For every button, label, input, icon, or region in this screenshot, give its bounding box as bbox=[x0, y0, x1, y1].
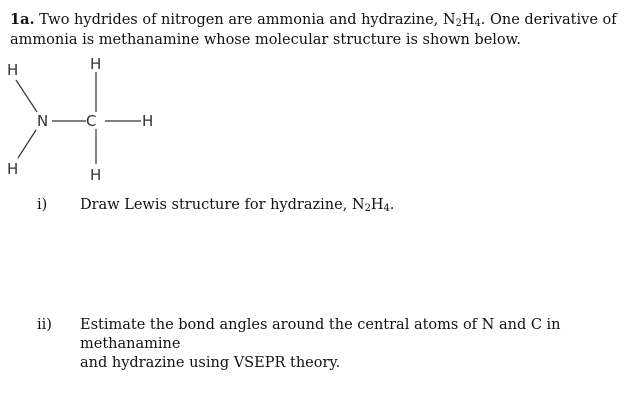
atom-h-top-left: H bbox=[7, 61, 19, 79]
part-ii-line-1: Estimate the bond angles around the central atoms of N and C in methanamine bbox=[80, 317, 561, 352]
intro-line-1: 1a. Two hydrides of nitrogen are ammonia and hydrazine, $N_2H_4$. One derivative of bbox=[10, 11, 617, 29]
atom-c: C bbox=[86, 112, 97, 130]
atom-h-bottom-left: H bbox=[7, 160, 19, 178]
part-ii-number: ii) bbox=[37, 317, 52, 333]
bond-h-n-bottom bbox=[18, 130, 36, 158]
part-ii-text bbox=[80, 316, 635, 373]
atom-h-bottom: H bbox=[90, 166, 102, 184]
part-i-number: i) bbox=[37, 197, 48, 213]
question-intro bbox=[10, 10, 630, 50]
atom-h-right: H bbox=[142, 112, 154, 130]
part-i-text: Draw Lewis structure for hydrazine, $N_2H_4$. bbox=[80, 197, 395, 214]
intro-line-2: ammonia is methanamine whose molecular structure is shown below. bbox=[10, 32, 521, 48]
atom-h-top: H bbox=[90, 55, 102, 73]
atom-n: N bbox=[37, 112, 49, 130]
methanamine-structure bbox=[0, 52, 190, 187]
bond-h-n-top bbox=[16, 80, 37, 112]
part-ii-line-2: and hydrazine using VSEPR theory. bbox=[80, 355, 341, 371]
question-number: 1a. bbox=[10, 11, 35, 28]
